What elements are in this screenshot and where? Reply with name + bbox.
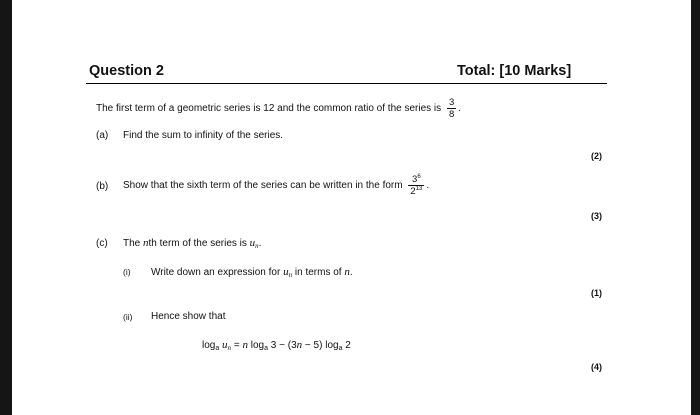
part-a-text: Find the sum to infinity of the series. bbox=[123, 130, 284, 141]
left-border bbox=[0, 0, 12, 415]
header-rule bbox=[86, 83, 607, 84]
log-equation: $\log_a u_n = n$ $\log_a 3 - (3n - 5)$ $\log_a 2$ bbox=[202, 339, 351, 352]
intro-line: The first term of a geometric series is 12 and the common ratio of the series is $\frac{3}{8}$ . bbox=[96, 97, 462, 120]
intro-text: The first term of a geometric series is 12 and the common ratio of the series is bbox=[96, 103, 442, 115]
part-cii-text: Hence show that bbox=[151, 311, 226, 322]
question-title: Question 2 bbox=[89, 63, 164, 79]
total-marks: Total: [10 Marks] bbox=[457, 63, 572, 79]
sixth-term-fraction bbox=[408, 174, 424, 197]
part-a-marks: (2) bbox=[591, 151, 602, 161]
sixth-den-exp: 13 bbox=[415, 185, 423, 192]
ratio-numerator: 3 bbox=[448, 97, 455, 108]
var-n: n bbox=[143, 237, 149, 249]
part-a-label: (a) bbox=[96, 130, 109, 141]
right-border bbox=[691, 0, 700, 415]
sixth-den-base: 2 bbox=[410, 186, 416, 197]
ratio-fraction bbox=[447, 97, 456, 120]
part-cii-label: (ii) bbox=[123, 312, 133, 322]
part-c-text: The nth term of the series is $u_n$. bbox=[123, 237, 262, 250]
question-sheet bbox=[12, 0, 691, 415]
part-c-label: (c) bbox=[96, 238, 108, 249]
var-u: u bbox=[249, 237, 256, 249]
sixth-num-exp: 6 bbox=[417, 173, 421, 180]
sixth-num-base: 3 bbox=[412, 174, 418, 185]
ratio-denominator: 8 bbox=[448, 109, 455, 120]
part-b-label: (b) bbox=[96, 181, 109, 192]
part-b-line: Show that the sixth term of the series can be written in the form $\frac{3^6}{2^{13}}$ . bbox=[123, 173, 430, 197]
part-ci-label: (i) bbox=[123, 267, 131, 277]
part-b-marks: (3) bbox=[591, 211, 602, 221]
part-cii-marks: (4) bbox=[591, 362, 602, 372]
part-b-text: Show that the sixth term of the series can be written in the form bbox=[123, 180, 403, 192]
part-ci-text: Write down an expression for $u_n$ in terms of n. bbox=[151, 266, 353, 279]
part-ci-marks: (1) bbox=[591, 288, 602, 298]
